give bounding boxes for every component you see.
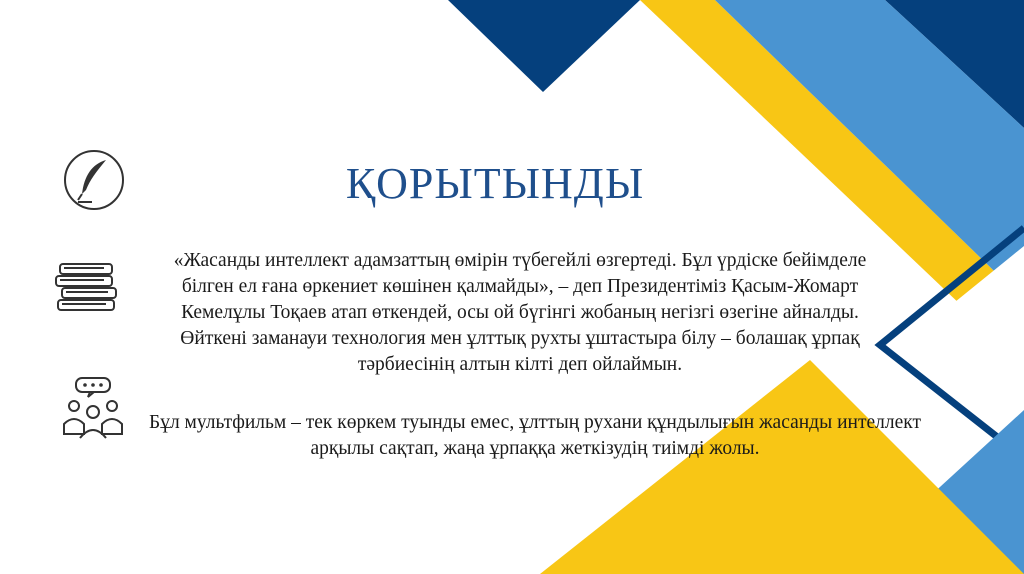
discussion-people-icon (62, 374, 124, 440)
conclusion-paragraph: «Жасанды интеллект адамзаттың өмірін түбегейлі өзгертеді. Бұл үрдіске бейімделе білген ел ғана өркениет көшінен қалмайды», – деп Президентіміз Қасым-Жомарт Кемелұлы Тоқаев атап өткендей, осы ой бүгінгі жобаның негізгі өзегіне айналды. Өйткені заманауи технология мен ұлттық рухты ұштастыра білу – болашақ ұрпақ тәрбиесінің алтын кілті деп ойлаймын. (173, 250, 867, 375)
top-navy-triangle (448, 0, 640, 92)
slide-title: ҚОРЫТЫНДЫ (345, 159, 645, 208)
books-stack-icon (52, 258, 122, 322)
feather-quill-icon (62, 148, 126, 212)
bottom-yellow-triangle (540, 360, 1024, 574)
summary-paragraph: Бұл мультфильм – тек көркем туынды емес, ұлттың рухани құндылығын жасанды интеллект арқылы сақтап, жаңа ұрпаққа жеткізудің тиімді жолы. (149, 412, 921, 459)
